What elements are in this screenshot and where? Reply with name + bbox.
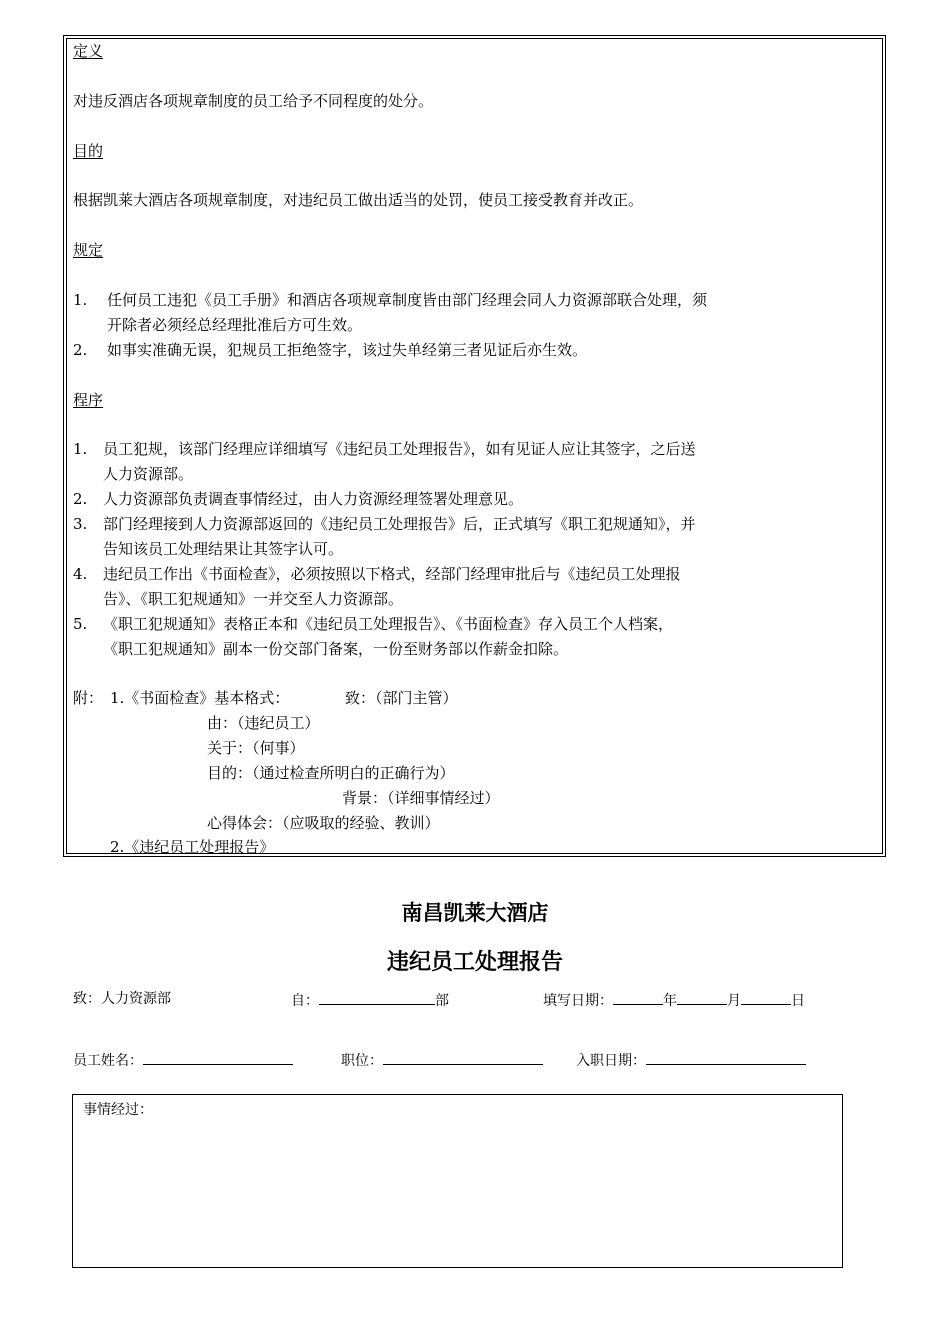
month-label: 月	[727, 993, 741, 1009]
procedure-number: 2.	[73, 490, 88, 508]
procedure-number: 5.	[73, 615, 88, 633]
hotel-title: 南昌凯莱大酒店	[401, 900, 549, 925]
from-label: 自：	[291, 993, 319, 1009]
procedure-text-cont: 《职工犯规通知》副本一份交部门备案，一份至财务部以作薪金扣除。	[103, 640, 569, 658]
procedure-text: 部门经理接到人力资源部返回的《违纪员工处理报告》后，正式填写《职工犯规通知》，并	[103, 515, 696, 533]
purpose-heading: 目的	[73, 142, 104, 160]
details-label: 事情经过：	[83, 1102, 153, 1118]
day-field[interactable]	[741, 990, 791, 1005]
year-field[interactable]	[613, 990, 663, 1005]
appendix-about: 关于：（何事）	[207, 739, 305, 757]
position-label: 职位：	[341, 1053, 383, 1069]
employee-name-field[interactable]	[143, 1050, 293, 1065]
appendix-background: 背景：（详细事情经过）	[342, 789, 500, 807]
department-field[interactable]	[319, 990, 435, 1005]
procedure-text-cont: 告》、《职工犯规通知》一并交至人力资源部。	[103, 590, 404, 608]
rule-text: 如事实准确无误，犯规员工拒绝签字，该过失单经第三者见证后亦生效。	[107, 341, 588, 359]
hire-date-label: 入职日期：	[576, 1053, 646, 1069]
month-field[interactable]	[677, 990, 727, 1005]
appendix-lesson: 心得体会：（应吸取的经验、教训）	[207, 814, 440, 832]
appendix-goal: 目的：（通过检查所明白的正确行为）	[207, 764, 455, 782]
procedure-text-cont: 告知该员工处理结果让其签字认可。	[103, 540, 344, 558]
rule-text: 任何员工违犯《员工手册》和酒店各项规章制度皆由部门经理会同人力资源部联合处理，须	[107, 291, 708, 309]
rules-heading: 规定	[73, 241, 104, 259]
date-label: 填写日期：	[543, 993, 613, 1009]
to-label: 致：人力资源部	[73, 991, 171, 1007]
name-label: 员工姓名：	[73, 1053, 143, 1069]
report-title: 违纪员工处理报告	[386, 949, 563, 975]
procedure-text: 员工犯规，该部门经理应详细填写《违纪员工处理报告》，如有见证人应让其签字，之后送	[103, 440, 696, 458]
procedure-text: 人力资源部负责调查事情经过，由人力资源经理签署处理意见。	[103, 490, 524, 508]
procedure-text-cont: 人力资源部。	[103, 465, 194, 483]
definition-text: 对违反酒店各项规章制度的员工给予不同程度的处分。	[73, 92, 434, 110]
procedure-text: 《职工犯规通知》表格正本和《违纪员工处理报告》、《书面检查》存入员工个人档案，	[103, 615, 674, 633]
year-label: 年	[663, 993, 677, 1009]
appendix-prefix: 附：	[73, 689, 104, 707]
appendix-item-1: 1.《书面检查》基本格式：	[110, 689, 290, 707]
rule-text-cont: 开除者必须经总经理批准后方可生效。	[107, 316, 363, 334]
appendix-from: 由：（违纪员工）	[207, 714, 320, 732]
dept-suffix: 部	[435, 993, 449, 1009]
rule-number: 1.	[73, 291, 88, 309]
rule-number: 2.	[73, 341, 88, 359]
procedure-number: 1.	[73, 440, 88, 458]
procedure-number: 4.	[73, 565, 88, 583]
procedure-number: 3.	[73, 515, 88, 533]
incident-details-box[interactable]	[72, 1094, 843, 1268]
definition-heading: 定义	[73, 42, 104, 60]
appendix-to: 致：（部门主管）	[345, 689, 458, 707]
purpose-text: 根据凯莱大酒店各项规章制度，对违纪员工做出适当的处罚，使员工接受教育并改正。	[73, 191, 644, 209]
procedure-heading: 程序	[73, 391, 104, 409]
procedure-text: 违纪员工作出《书面检查》，必须按照以下格式，经部门经理审批后与《违纪员工处理报	[103, 565, 681, 583]
hire-date-field[interactable]	[646, 1050, 806, 1065]
appendix-item-2: 2.《违纪员工处理报告》	[110, 838, 275, 856]
position-field[interactable]	[383, 1050, 543, 1065]
day-label: 日	[791, 993, 805, 1009]
